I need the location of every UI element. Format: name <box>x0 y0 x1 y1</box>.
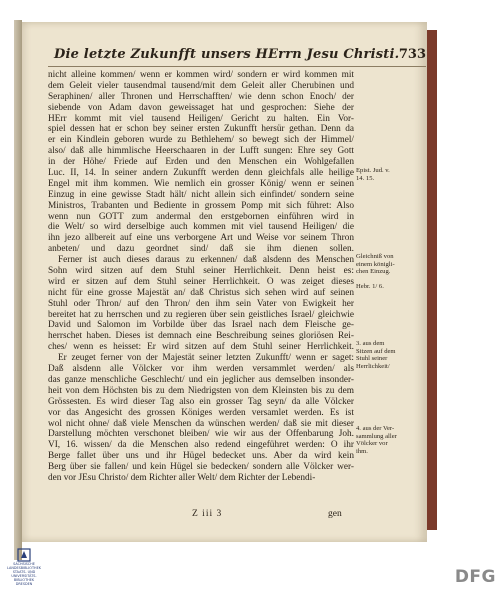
margin-note-line: 4. aus der Ver- <box>356 425 395 432</box>
text-line: bereitet hat zu herrschen und zu regieren über sein geistliches Israel/ gleichwie <box>48 309 354 320</box>
text-line: nicht alleine kommen/ wenn er kommen wird/ sondern er wird kommen mit <box>48 70 354 80</box>
margin-note-line: 3. aus dem <box>356 340 385 347</box>
library-name-line: STAATS- UND <box>12 570 36 574</box>
text-line: spiel dessen hat er schon bey seiner ersten Zukunfft hersür gethan. Denn da <box>48 124 354 135</box>
text-line: anbeten/ und dazu geordnet sind/ daß sie ihm dienen sollen. <box>48 244 354 255</box>
text-line: Berg über sie fallen/ und kein Hügel sie bedecken/ sondern alle Völcker wer- <box>48 462 354 473</box>
text-line: Ministros, Trabanten und Bediente in grossem Pomp mit sich führet: Also <box>48 200 354 211</box>
library-name-line: UNIVERSITÄTS- <box>11 574 37 578</box>
running-title: Die letzte Zukunfft unsers HErrn Jesu Christi. <box>54 47 400 62</box>
text-line: dem Geleit vieler tausendmal tausend/mit dem Geleit aller Cherubinen und <box>48 80 354 91</box>
body-text <box>48 70 354 484</box>
margin-note-royal-entry <box>356 253 422 291</box>
library-name-line: LANDESBIBLIOTHEK <box>7 566 41 570</box>
margin-note-line: Epist. Jud. v. <box>356 167 390 174</box>
text-line: Luc. II, 14. In seiner andern Zukunfft werden denn gleichfals alle heilige <box>48 168 354 179</box>
text-line: vor das Angesicht des grossen Königes werden versamlet werden. Es ist <box>48 407 354 418</box>
margin-note-throne <box>356 340 422 370</box>
text-line: Er zeuget ferner von der Majestät seiner letzten Zukunfft/ wenn er saget: <box>58 353 354 364</box>
margin-note-line: chen Einzug. <box>356 268 391 276</box>
text-line: HErr kommt mit viel tausend Heiligen/ Gericht zu halten. Ein Vor- <box>48 113 354 124</box>
text-line: Grössesten. Es wird dieser Tag also ein grosser Tag seyn/ da alle Völcker <box>48 396 354 407</box>
margin-note-line: Hebr. 1/ 6. <box>356 283 384 291</box>
text-line: siebende von Adam davon geweissaget hat und gesprochen: Siehe der <box>48 102 354 113</box>
margin-note-line: Stuhl seiner <box>356 355 388 363</box>
margin-note-line: 14. 15. <box>356 174 375 182</box>
text-line: er ein Kindlein geboren wurde zu Bethlehem/ so bewegt sich der Himmel/ <box>48 135 354 146</box>
text-line: herrschet haben. Dieses ist demnach eine Beschreibung seines gloriösen Rei- <box>48 331 354 342</box>
page-header <box>48 46 426 67</box>
printer-signature: Z iii 3 <box>192 509 223 519</box>
text-line: Ferner ist auch dieses daraus zu erkennen/ daß alsdenn des Menschen <box>58 255 354 266</box>
funder-logo: DFG <box>454 567 496 587</box>
library-name-line: DRESDEN <box>15 582 33 586</box>
catchword: gen <box>328 509 342 519</box>
library-name-line: BIBLIOTHEK <box>13 578 35 582</box>
margin-note-line: sammlung aller <box>356 432 397 440</box>
margin-note-line <box>356 276 422 284</box>
text-line: Engel mit ihm kommen. Wie nemlich ein grosser König/ wenn er seinen <box>48 178 354 189</box>
margin-note-line: ihm. <box>356 447 368 455</box>
text-line: Seraphinen/ aller Thronen und Herrschafften/ wie denn schon Enoch/ der <box>48 91 354 102</box>
text-line: Berge fallet über uns und ihr Hügel bedecket uns. Aber da wird kein <box>48 451 354 462</box>
text-line: Darstellung möchten verschonet bleiben/ wie wir aus der Offenbarung Joh. <box>48 429 354 440</box>
text-line: Stuhl oder Thron/ auf den Thron/ den ihm sein Vater von Ewigkeit her <box>48 298 354 309</box>
book-cover-edge <box>427 30 437 530</box>
page-number: 733 <box>398 47 426 62</box>
text-line: die Welt/ so wird derselbige auch kommen mit viel tausend Heiligen/ die <box>48 222 354 233</box>
text-line: nicht für eine grosse Majestät an/ daß Christus sich sehen wird auf seinen <box>48 287 354 298</box>
text-line: VI, 16. wissen/ da die Menschen also redend eingeführet werden: O ihr <box>48 440 354 451</box>
margin-note-gathering <box>356 425 422 455</box>
text-line: Sohn wird sitzen auf dem Stuhl seiner Herrlichkeit. Denn heist es: <box>48 266 354 277</box>
library-emblem-icon <box>17 548 31 562</box>
margin-note-line: Sitzen auf dem <box>356 347 396 355</box>
text-line: heit von dem Höchsten bis zu dem Niedrigsten von dem Kleinsten bis zu dem <box>48 385 354 396</box>
text-line: ihn jezo allbereit auf eine uns verborgene Art und Weise vor seinem Thron <box>48 233 354 244</box>
library-name-line: SÄCHSISCHE <box>13 562 35 566</box>
margin-note-line: einem königli- <box>356 260 395 268</box>
text-line: Einzug in eine gewisse Stadt hält/ nicht allein sich einfindet/ sondern seine <box>48 189 354 200</box>
text-line: Daß alsdenn alle Völcker vor ihm werden versammlet werden/ als <box>48 364 354 375</box>
book-fore-edge <box>14 20 22 560</box>
footer-band <box>0 562 504 592</box>
text-line: ches/ wenn es heisset: Er wird sitzen auf dem Stuhl seiner Herrlichkeit. <box>48 342 354 353</box>
text-line: David und Salomon im Vorbilde über das Israel nach dem Fleische ge- <box>48 320 354 331</box>
text-line: wol nicht ohne/ daß viele Menschen da wünschen werden/ daß sie mit dieser <box>48 418 354 429</box>
text-line: wird er sitzen auf dem Stuhl seiner Herrlichkeit. O was zeiget dieses <box>48 276 354 287</box>
text-line: wenn nun GOTT zum andermal den erstgebornen einführen wird in <box>48 211 354 222</box>
margin-note-line: Gleichniß von <box>356 253 394 260</box>
text-line: in der Höhe/ Friede auf Erden und den Menschen ein Wohlgefallen <box>48 157 354 168</box>
text-line: das ganze menschliche Geschlecht/ und ein jeglicher aus demselben insonder- <box>48 374 354 385</box>
margin-note-line: Herrlichkeit/ <box>356 362 390 370</box>
margin-note-line: Völcker vor <box>356 440 388 448</box>
margin-note-jude <box>356 167 422 182</box>
book-page <box>22 22 427 542</box>
library-logo <box>6 548 42 588</box>
text-line: also/ daß alle himmlische Heerschaaren in der Lufft sungen: Ehre sey Gott <box>48 146 354 157</box>
text-line: den vor JEsu Christo/ dem Richter aller Welt/ dem Richter der Lebendi- <box>48 472 316 483</box>
